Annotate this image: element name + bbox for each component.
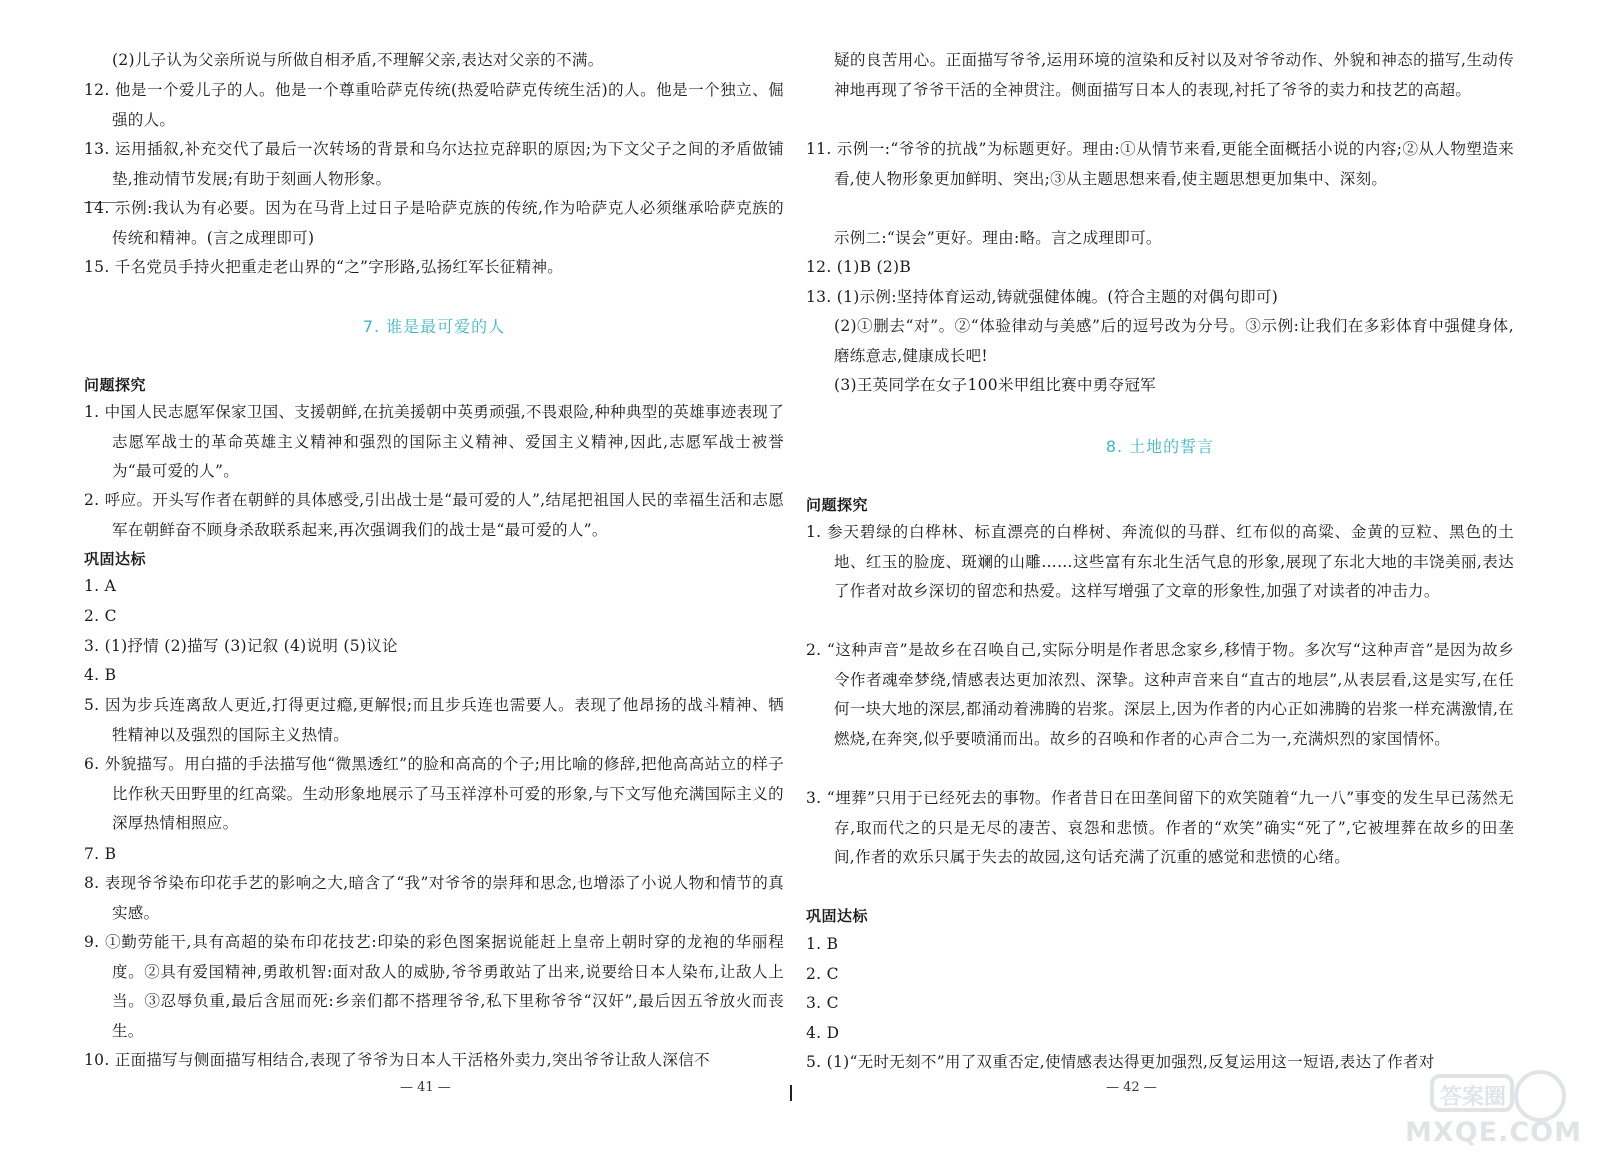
answer-item: 1. 参天碧绿的白桦林、标直漂亮的白桦树、奔流似的马群、红布似的高粱、金黄的豆粒、黑色的土地、红玉的脸庞、斑斓的山雕……这些富有东北生活气息的形象,展现了东北大地的丰饶美丽,表达了作者对故乡深切的留恋和热爱。这样写增强了文章的形象性,加强了对读者的冲击力。	[806, 523, 1514, 600]
answer-item: 3. (1)抒情 (2)描写 (3)记叙 (4)说明 (5)议论	[84, 637, 398, 655]
answer-item: 6. 外貌描写。用白描的手法描写他“微黑透红”的脸和高高的个子;用比喻的修辞,把他高高站立的样子比作秋天田野里的红高粱。生动形象地展示了马玉祥淳朴可爱的形象,与下文写他充满国际主义的深厚热情相照应。	[84, 755, 784, 832]
answer-item: 9. ①勤劳能干,具有高超的染布印花技艺:印染的彩色图案据说能赶上皇帝上朝时穿的龙袍的华丽程度。②具有爱国精神,勇敢机智:面对敌人的威胁,爷爷勇敢站了出来,说要给日本人染布,让敌人上当。③忍辱负重,最后含屈而死:乡亲们都不搭理爷爷,私下里称爷爷“汉奸”,最后因五爷放火而丧生。	[84, 933, 784, 1040]
answer-item: 3. “埋葬”只用于已经死去的事物。作者昔日在田垄间留下的欢笑随着“九一八”事变的发生早已荡然无存,取而代之的只是无尽的凄苦、哀怨和悲愤。作者的“欢笑”确实“死了”,它被埋葬在故乡的田垄间,作者的欢乐只属于失去的故园,这句话充满了沉重的感觉和悲愤的心绪。	[806, 789, 1514, 866]
answer-item: 4. B	[84, 666, 117, 684]
answer-item: 4. D	[806, 1024, 840, 1042]
answer-item: 10. 正面描写与侧面描写相结合,表现了爷爷为日本人干活格外卖力,突出爷爷让敌人深信不	[84, 1051, 710, 1069]
answer-item: 13. (1)示例:坚持体育运动,铸就强健体魄。(符合主题的对偶句即可)	[806, 288, 1279, 306]
answer-item: 3. C	[806, 994, 839, 1012]
answer-item: 2. C	[84, 607, 117, 625]
section-heading: 巩固达标	[84, 550, 147, 568]
watermark	[1402, 1066, 1582, 1148]
page-number: — 41 —	[400, 1080, 451, 1095]
answer-item: 5. 因为步兵连离敌人更近,打得更过瘾,更解恨;而且步兵连也需要人。表现了他昂扬的战斗精神、牺牲精神以及强烈的国际主义热情。	[84, 696, 784, 744]
answer-item: 14. 示例:我认为有必要。因为在马背上过日子是哈萨克族的传统,作为哈萨克人必须继承哈萨克族的传统和精神。(言之成理即可)	[84, 199, 784, 247]
section-heading: 问题探究	[806, 496, 869, 514]
left-page	[84, 0, 784, 1160]
lesson-title: 7. 谁是最可爱的人	[362, 317, 506, 336]
page-number: — 42 —	[1106, 1080, 1157, 1095]
answer-item: 12. 他是一个爱儿子的人。他是一个尊重哈萨克传统(热爱哈萨克传统生活)的人。他是一个独立、倔强的人。	[84, 81, 784, 129]
answer-item: 2. 呼应。开头写作者在朝鲜的具体感受,引出战士是“最可爱的人”,结尾把祖国人民的幸福生活和志愿军在朝鲜奋不顾身杀敌联系起来,再次强调我们的战士是“最可爱的人”。	[84, 491, 784, 539]
section-heading: 问题探究	[84, 376, 147, 394]
answer-item: 13. 运用插叙,补充交代了最后一次转场的背景和乌尔达拉克辞职的原因;为下文父子之间的矛盾做铺垫,推动情节发展;有助于刻画人物形象。	[84, 140, 784, 188]
watermark-logo-text: 答案圈	[1440, 1085, 1507, 1110]
answer-item: 7. B	[84, 845, 117, 863]
right-page	[806, 0, 1514, 1160]
answer-item: 2. “这种声音”是故乡在召唤自己,实际分明是作者思念家乡,移情于物。多次写“这种声音”是因为故乡令作者魂牵梦绕,情感表达更加浓烈、深挚。这种声音来自“直古的地层”,从表层看,这是实写,在任何一块大地的深层,都涌动着沸腾的岩浆。深层上,因为作者的内心正如沸腾的岩浆一样充满激情,在燃烧,在奔突,似乎要喷涌而出。故乡的召唤和作者的心声合二为一,充满炽烈的家国情怀。	[806, 641, 1514, 748]
answer-item: 1. B	[806, 935, 839, 953]
answer-item: 8. 表现爷爷染布印花手艺的影响之大,暗含了“我”对爷爷的崇拜和思念,也增添了小说人物和情节的真实感。	[84, 874, 784, 922]
answer-item: 1. 中国人民志愿军保家卫国、支援朝鲜,在抗美援朝中英勇顽强,不畏艰险,种种典型的英雄事迹表现了志愿军战士的革命英雄主义精神和强烈的国际主义精神、爱国主义精神,因此,志愿军战士被誉为“最可爱的人”。	[84, 403, 784, 480]
answer-item: 15. 千名党员手持火把重走老山界的“之”字形路,弘扬红军长征精神。	[84, 258, 564, 276]
answer-item: (2)儿子认为父亲所说与所做自相矛盾,不理解父亲,表达对父亲的不满。	[112, 51, 604, 69]
section-heading: 巩固达标	[806, 907, 869, 925]
answer-item: 示例二:“误会”更好。理由:略。言之成理即可。	[834, 229, 1162, 247]
answer-item: 5. (1)“无时无刻不”用了双重否定,使情感表达得更加强烈,反复运用这一短语,表达了作者对	[806, 1053, 1435, 1071]
watermark-site: MXQE.COM	[1405, 1117, 1582, 1148]
answer-item: 12. (1)B (2)B	[806, 258, 912, 276]
answer-item: 1. A	[84, 577, 117, 595]
gutter-mark	[790, 1085, 792, 1101]
answer-item: (3)王英同学在女子100米甲组比赛中勇夺冠军	[834, 376, 1156, 394]
answer-item: 疑的良苦用心。正面描写爷爷,运用环境的渲染和反衬以及对爷爷动作、外貌和神态的描写,生动传神地再现了爷爷干活的全神贯注。侧面描写日本人的表现,衬托了爷爷的卖力和技艺的高超。	[834, 51, 1514, 99]
answer-item: 11. 示例一:“爷爷的抗战”为标题更好。理由:①从情节来看,更能全面概括小说的内容;②从人物塑造来看,使人物形象更加鲜明、突出;③从主题思想来看,使主题思想更加集中、深刻。	[806, 140, 1514, 188]
lesson-title: 8. 土地的誓言	[1105, 437, 1215, 456]
answer-item: 2. C	[806, 965, 839, 983]
answer-item: (2)①删去“对”。②“体验律动与美感”后的逗号改为分号。③示例:让我们在多彩体育中强健身体,磨练意志,健康成长吧!	[834, 317, 1514, 365]
